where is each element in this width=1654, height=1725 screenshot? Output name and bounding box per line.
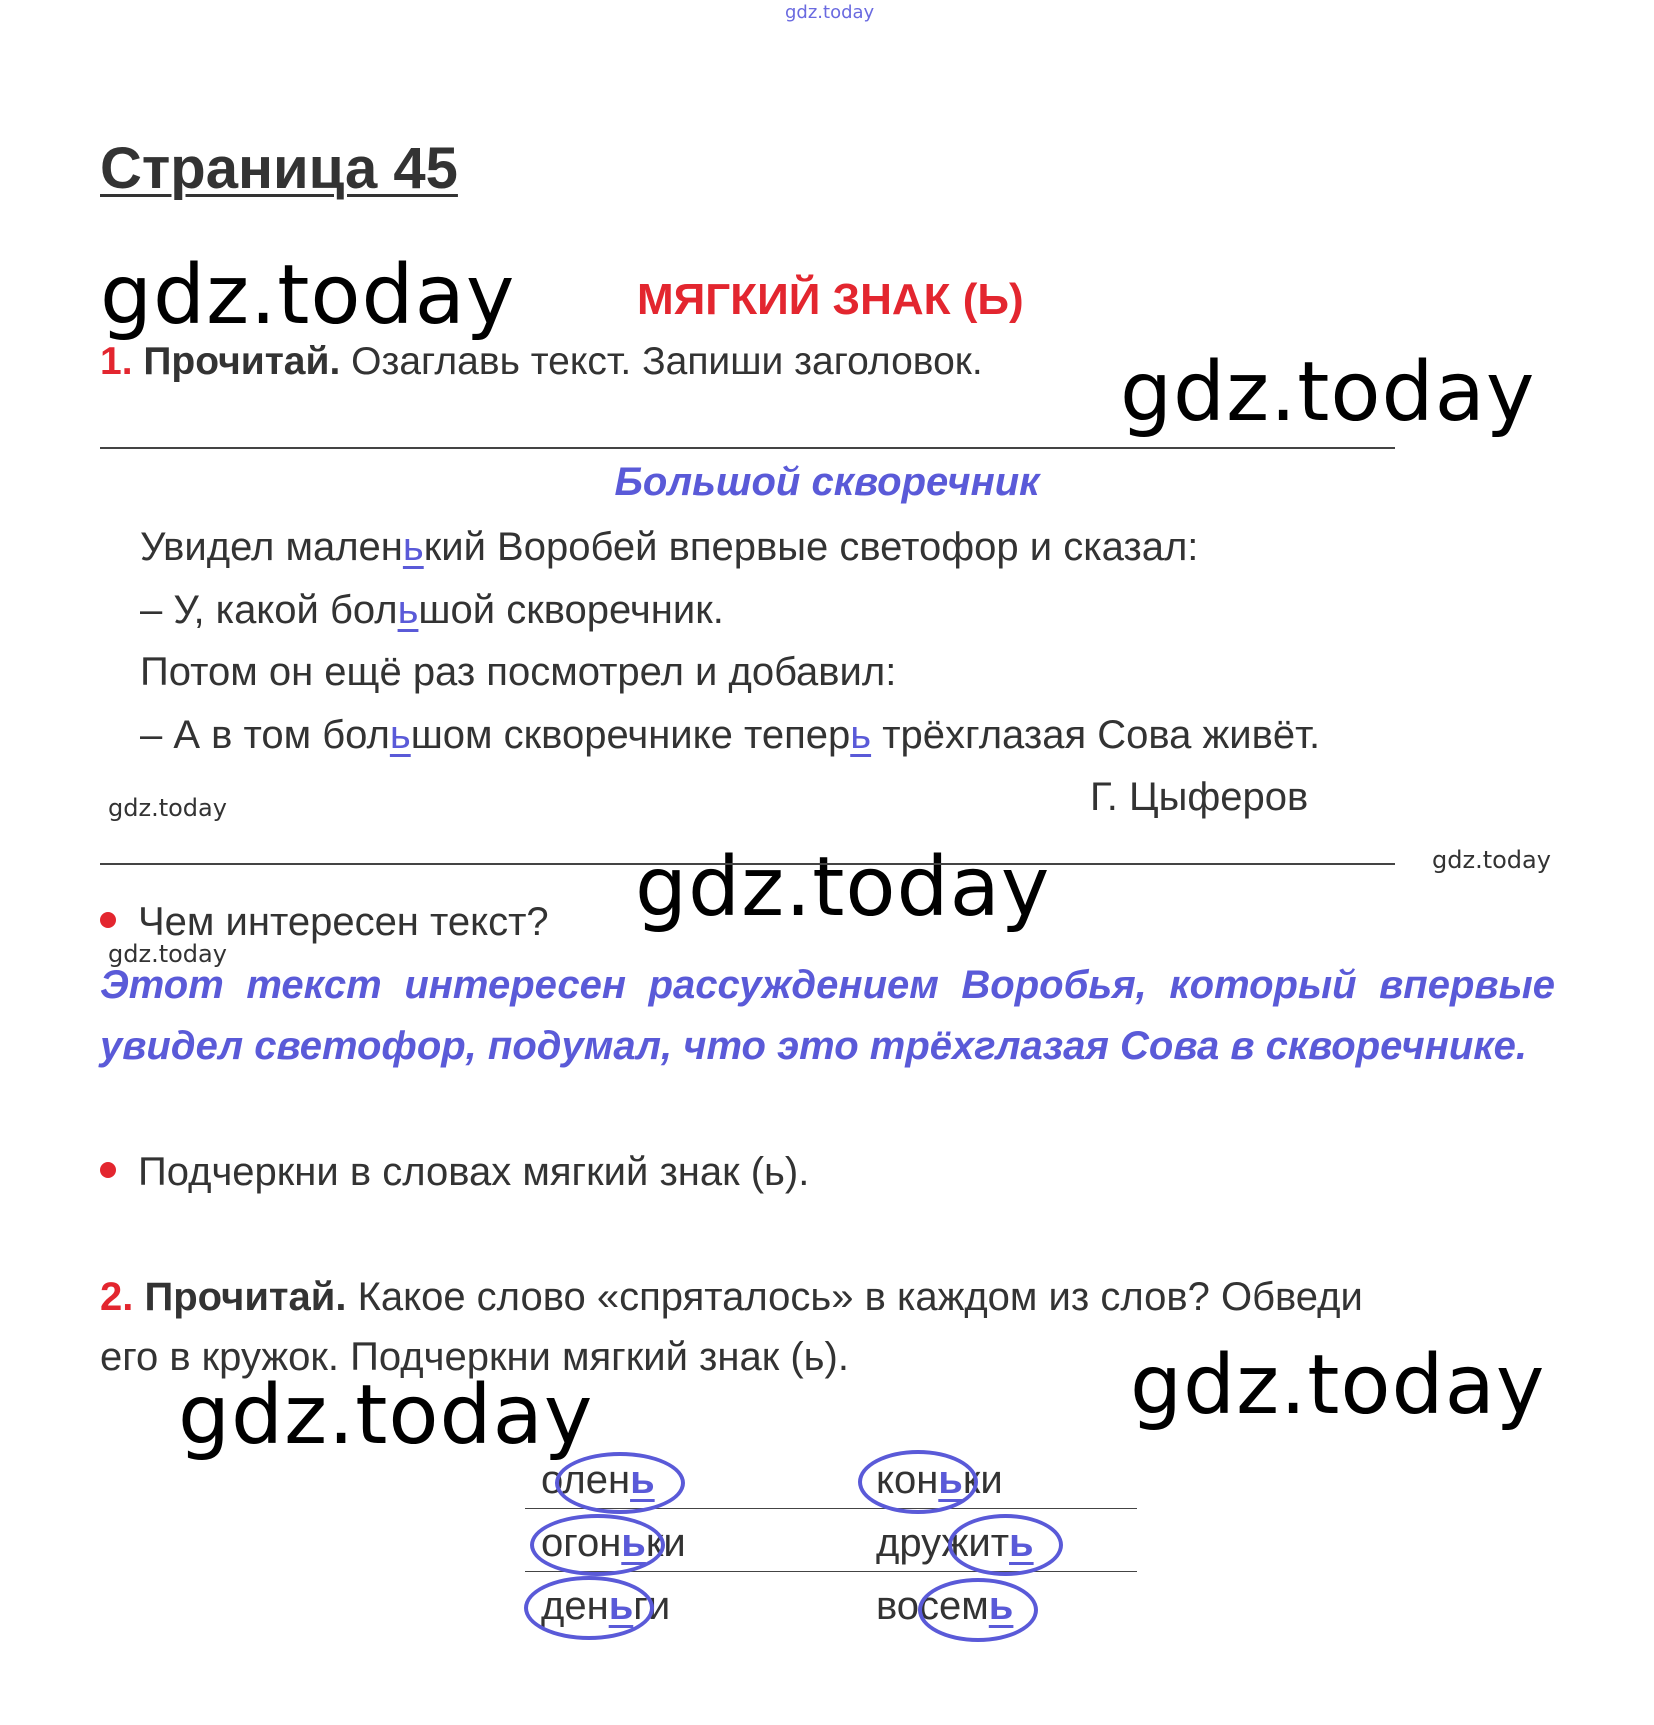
- instruction-1: Подчеркни в словах мягкий знак (ь).: [100, 1150, 809, 1195]
- question-1: Чем интересен текст?: [100, 900, 549, 945]
- word-druzhit: дружить: [876, 1521, 1034, 1565]
- task-1: [100, 340, 983, 384]
- story-author: Г. Цыферов: [1090, 775, 1309, 819]
- word-dengi: деньги: [541, 1584, 671, 1628]
- circle-zhit: [948, 1514, 1063, 1576]
- soft-sign: ь: [1009, 1521, 1034, 1565]
- watermark-small: gdz.today: [1432, 846, 1551, 874]
- watermark: gdz.today: [100, 248, 516, 343]
- answer-1: Этот текст интересен рассуждением Воробья, который впервые увидел светофор, подумал, что это трёхглазая Сова в скворечнике.: [100, 963, 1555, 1068]
- word-olen: олень: [541, 1458, 655, 1502]
- task-2-line2: его в кружок. Подчеркни мягкий знак (ь).: [100, 1335, 849, 1379]
- word-vosem: восемь: [876, 1584, 1014, 1628]
- story-line: Потом он ещё раз посмотрел и добавил:: [140, 650, 897, 694]
- soft-sign: ь: [988, 1584, 1014, 1628]
- soft-sign: ь: [397, 588, 419, 632]
- circle-sem: [918, 1578, 1038, 1642]
- word-konki: коньки: [876, 1458, 1003, 1502]
- soft-sign: ь: [621, 1521, 646, 1565]
- circle-ogon: [530, 1514, 665, 1576]
- story-line: – А в том большом скворечнике теперь трёхглазая Сова живёт.: [140, 713, 1321, 757]
- soft-sign: ь: [938, 1458, 963, 1502]
- watermark-top: gdz.today: [785, 2, 875, 23]
- circle-kon: [858, 1450, 978, 1514]
- circle-den: [524, 1576, 654, 1640]
- task-number: 1.: [100, 340, 133, 383]
- soft-sign: ь: [402, 525, 424, 569]
- task-verb: Прочитай.: [144, 1275, 347, 1319]
- circle-len: [555, 1452, 685, 1514]
- task-2: [100, 1275, 1363, 1320]
- soft-sign: ь: [850, 713, 872, 757]
- watermark: gdz.today: [1120, 345, 1536, 440]
- soft-sign: ь: [389, 713, 411, 757]
- task-verb: Прочитай.: [143, 340, 341, 383]
- story-line: – У, какой большой скворечник.: [140, 588, 724, 632]
- bullet-icon: [100, 912, 116, 928]
- watermark-small: gdz.today: [108, 794, 227, 822]
- soft-sign: ь: [630, 1458, 655, 1502]
- answer-line: [100, 447, 1395, 449]
- bullet-icon: [100, 1162, 116, 1178]
- soft-sign: ь: [608, 1584, 634, 1628]
- story-title: Большой скворечник: [614, 460, 1040, 504]
- task-text: Какое слово «спряталось» в каждом из слов? Обведи: [346, 1275, 1363, 1319]
- answer-line: [100, 863, 1395, 865]
- task-number: 2.: [100, 1275, 134, 1319]
- page-title: Страница 45: [100, 136, 458, 201]
- watermark-small: gdz.today: [108, 940, 227, 968]
- watermark: gdz.today: [1130, 1338, 1546, 1433]
- watermark: gdz.today: [635, 840, 1051, 935]
- watermark: gdz.today: [178, 1368, 594, 1463]
- section-title: МЯГКИЙ ЗНАК (Ь): [637, 275, 1024, 324]
- word-ogonki: огоньки: [541, 1521, 686, 1565]
- task-text: Озаглавь текст. Запиши заголовок.: [340, 340, 983, 383]
- story-line: Увидел маленький Воробей впервые светофор и сказал:: [140, 525, 1199, 569]
